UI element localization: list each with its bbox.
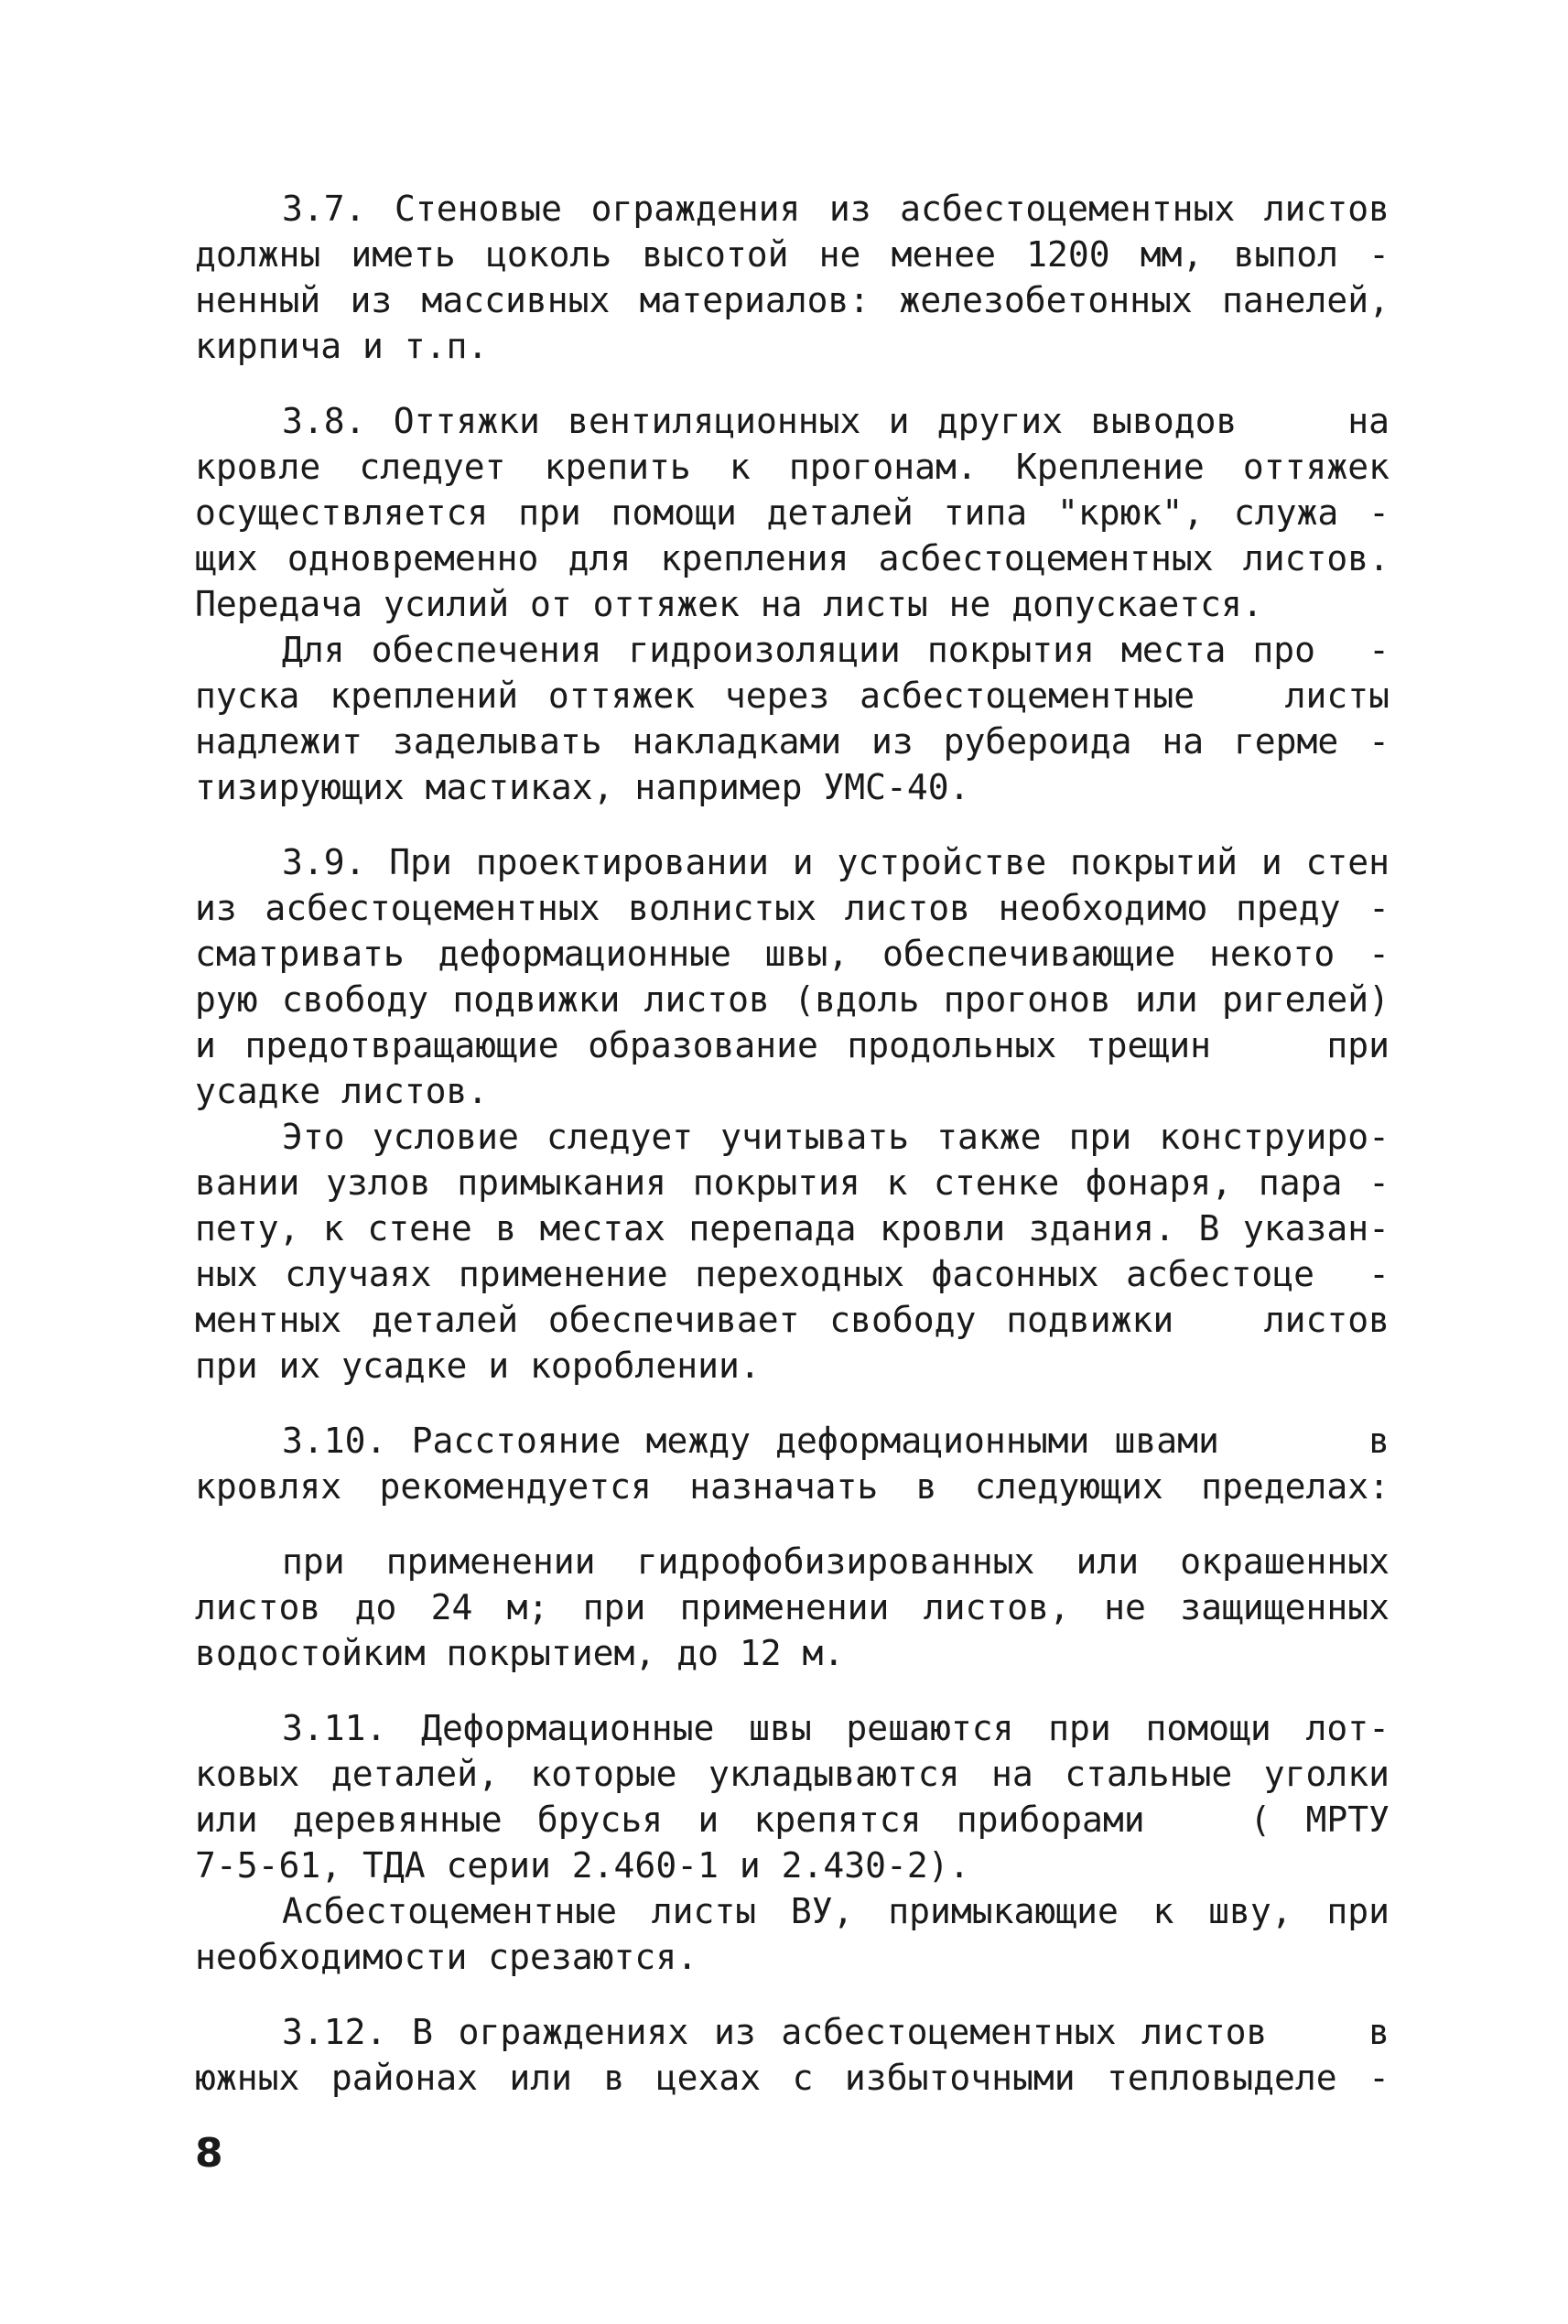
- text-line: Это условие следует учитывать также при конструиро-: [282, 1117, 1390, 1157]
- text-line: и предотвращающие образование продольных трещин при: [195, 1025, 1390, 1065]
- text-line: Асбестоцементные листы ВУ, примыкающие к шву, при: [282, 1891, 1390, 1931]
- text-line: 3.8. Оттяжки вентиляционных и других выводов на: [282, 401, 1390, 441]
- text-line: кровле следует крепить к прогонам. Крепление оттяжек: [195, 447, 1390, 487]
- text-line: усадке листов.: [195, 1071, 489, 1111]
- text-line: 3.10. Расстояние между деформационными швами в: [282, 1421, 1390, 1461]
- text-line: ментных деталей обеспечивает свободу подвижки листов: [195, 1300, 1390, 1340]
- text-line: листов до 24 м; при применении листов, не защищенных: [195, 1587, 1390, 1627]
- text-line: кровлях рекомендуется назначать в следующих пределах:: [195, 1466, 1390, 1507]
- text-line: 3.11. Деформационные швы решаются при помощи лот-: [282, 1708, 1390, 1748]
- text-line: необходимости срезаются.: [195, 1937, 698, 1977]
- text-line: рую свободу подвижки листов (вдоль прогонов или ригелей): [195, 979, 1390, 1020]
- text-line: сматривать деформационные швы, обеспечивающие некото -: [195, 934, 1390, 974]
- text-line: или деревянные брусья и крепятся приборами ( МРТУ: [195, 1800, 1390, 1840]
- text-line: водостойким покрытием, до 12 м.: [195, 1633, 845, 1673]
- text-line: ковых деталей, которые укладываются на стальные уголки: [195, 1754, 1390, 1794]
- text-line: осуществляется при помощи деталей типа "крюк", служа -: [195, 492, 1390, 533]
- text-line: вании узлов примыкания покрытия к стенке фонаря, пара -: [195, 1162, 1390, 1203]
- text-line: из асбестоцементных волнистых листов необходимо преду -: [195, 888, 1390, 928]
- text-line: 3.9. При проектировании и устройстве покрытий и стен: [282, 842, 1390, 882]
- text-line: кирпича и т.п.: [195, 326, 489, 366]
- text-line: Для обеспечения гидроизоляции покрытия места про -: [282, 630, 1390, 670]
- text-line: 7-5-61, ТДА серии 2.460-1 и 2.430-2).: [195, 1845, 970, 1886]
- text-line: пуска креплений оттяжек через асбестоцементные листы: [195, 676, 1390, 716]
- text-line: пету, к стене в местах перепада кровли здания. В указан-: [195, 1208, 1390, 1248]
- text-line: Передача усилий от оттяжек на листы не допускается.: [195, 584, 1263, 624]
- text-line: южных районах или в цехах с избыточными тепловыделе -: [195, 2058, 1390, 2098]
- text-line: щих одновременно для крепления асбестоцементных листов.: [195, 538, 1390, 578]
- text-line: ных случаях применение переходных фасонных асбестоце -: [195, 1254, 1390, 1294]
- text-line: ненный из массивных материалов: железобетонных панелей,: [195, 280, 1390, 320]
- text-line: 3.7. Стеновые ограждения из асбестоцементных листов: [282, 189, 1390, 229]
- text-line: при применении гидрофобизированных или окрашенных: [282, 1541, 1390, 1582]
- text-line: 3.12. В ограждениях из асбестоцементных листов в: [282, 2012, 1390, 2052]
- page-number: 8: [195, 2130, 223, 2177]
- text-line: тизирующих мастиках, например УМС-40.: [195, 767, 970, 807]
- text-line: надлежит заделывать накладками из рубероида на герме -: [195, 721, 1390, 762]
- text-line: должны иметь цоколь высотой не менее 1200 мм, выпол -: [195, 234, 1390, 275]
- text-line: при их усадке и короблении.: [195, 1346, 761, 1386]
